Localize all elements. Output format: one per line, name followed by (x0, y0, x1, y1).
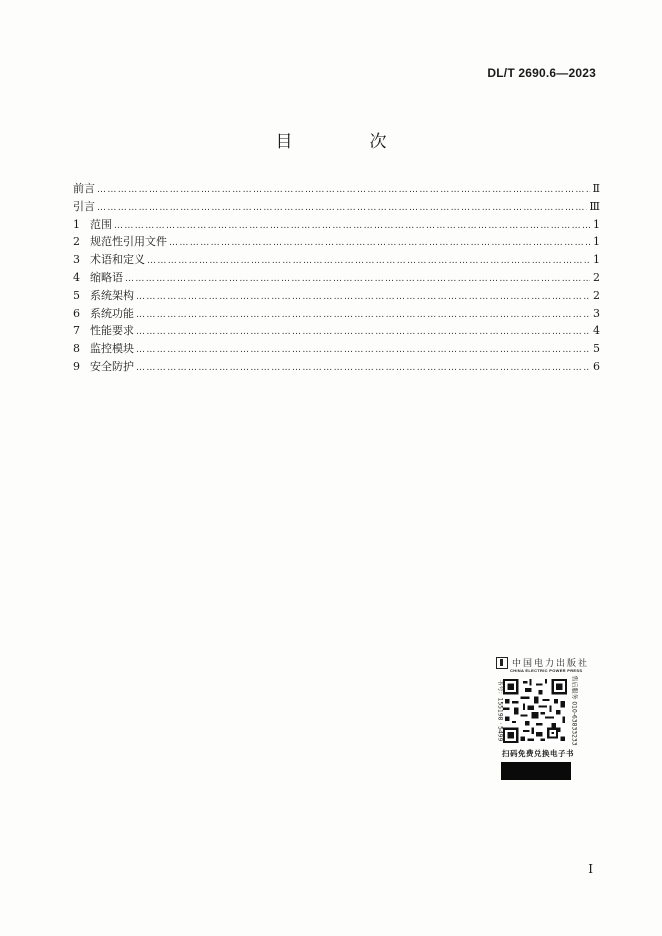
toc-entry[interactable] (73, 322, 600, 340)
qr-code-icon[interactable] (503, 679, 567, 743)
publisher-qr-panel (494, 656, 590, 784)
toc-entry-page: 2 (593, 288, 600, 302)
toc-entry-page: 5 (593, 342, 600, 356)
toc-entry-label: 安全防护 (90, 359, 134, 373)
toc-entry-page: 1 (593, 217, 600, 231)
toc-entry-page: 1 (593, 253, 600, 267)
toc-leader-dots (97, 200, 587, 218)
toc-entry[interactable] (73, 269, 600, 287)
toc-entry-label: 系统功能 (90, 306, 134, 320)
toc-leader-dots (125, 271, 590, 289)
toc-leader-dots (97, 182, 590, 200)
toc-entry-label: 引言 (73, 199, 95, 213)
toc-entry-number: 2 (73, 235, 80, 249)
redaction-bar (501, 762, 571, 780)
toc-entry[interactable] (73, 358, 600, 376)
toc-entry-label: 缩略语 (90, 270, 123, 284)
toc-leader-dots (169, 235, 590, 253)
toc-leader-dots (136, 324, 590, 342)
toc-entry-label: 前言 (73, 182, 95, 195)
toc-entry[interactable] (73, 233, 600, 251)
publisher-logo-icon (496, 657, 508, 669)
page-number: I (588, 862, 593, 876)
toc-entry-number: 6 (73, 306, 80, 320)
toc-entry-number: 9 (73, 359, 80, 373)
toc-entry-label: 监控模块 (90, 342, 134, 356)
toc-entry[interactable] (73, 340, 600, 358)
publisher-logo (496, 656, 590, 678)
toc-entry-label: 规范性引用文件 (90, 235, 167, 249)
toc-leader-dots (136, 360, 590, 378)
publisher-name-en: CHINA ELECTRIC POWER PRESS (510, 668, 583, 673)
service-phone-note: 售后服务 010-63833233 (570, 675, 578, 746)
toc-entry-number: 5 (73, 288, 80, 302)
toc-leader-dots (147, 253, 590, 271)
table-of-contents (73, 180, 600, 376)
toc-entry-number: 8 (73, 342, 80, 356)
isbn-note: 书号：155198 · 5499 (496, 679, 504, 742)
toc-entry[interactable] (73, 305, 600, 323)
toc-leader-dots (136, 289, 590, 307)
toc-entry[interactable] (73, 287, 600, 305)
toc-entry[interactable] (73, 216, 600, 234)
toc-entry-page: 3 (593, 306, 600, 320)
qr-caption: 扫码免费兑换电子书 (502, 749, 574, 758)
toc-entry-page: 2 (593, 270, 600, 284)
toc-leader-dots (114, 218, 590, 236)
toc-entry-number: 7 (73, 324, 80, 338)
toc-entry-page: 6 (593, 359, 600, 373)
toc-leader-dots (136, 307, 590, 325)
toc-entry[interactable] (73, 251, 600, 269)
toc-entry-page: 4 (593, 324, 600, 338)
standard-code: DL/T 2690.6—2023 (487, 66, 596, 80)
toc-entry-page: Ⅲ (589, 199, 600, 213)
toc-entry-label: 范围 (90, 217, 112, 231)
toc-entry[interactable] (73, 180, 600, 198)
toc-leader-dots (136, 342, 590, 360)
toc-entry-label: 性能要求 (90, 324, 134, 338)
page-title: 目 次 (275, 132, 417, 152)
toc-entry-label: 术语和定义 (90, 253, 145, 267)
toc-entry-page: Ⅱ (592, 182, 600, 195)
toc-entry-number: 1 (73, 217, 80, 231)
publisher-name-cn: 中国电力出版社 (512, 659, 590, 669)
toc-entry[interactable] (73, 198, 600, 216)
toc-entry-number: 4 (73, 270, 80, 284)
toc-entry-page: 1 (593, 235, 600, 249)
toc-entry-label: 系统架构 (90, 288, 134, 302)
toc-entry-number: 3 (73, 253, 80, 267)
